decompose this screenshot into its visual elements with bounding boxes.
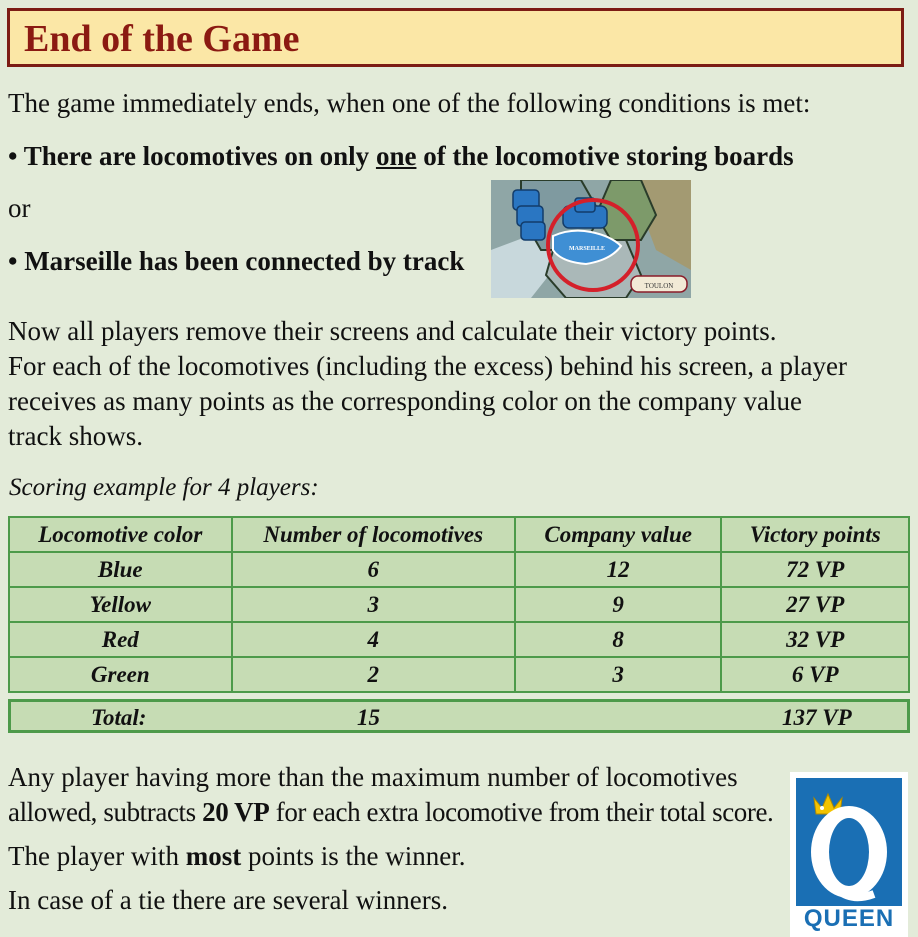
cell-color: Green — [9, 657, 232, 692]
tie-text: In case of a tie there are several winners. — [8, 885, 449, 915]
paragraph-line-1: Now all players remove their screens and calculate their victory points. — [8, 316, 777, 346]
condition-1-underlined: one — [375, 141, 417, 171]
condition-marseille: • Marseille has been connected by track — [8, 246, 465, 276]
scoring-caption: Scoring example for 4 players: — [9, 474, 319, 501]
table-row — [9, 552, 909, 587]
cell-color: Yellow — [9, 587, 232, 622]
or-text: or — [8, 193, 31, 223]
cell-vp: 72 VP — [721, 552, 909, 587]
map-city-label: MARSEILLE — [568, 246, 606, 252]
condition-1-pre: • There are locomotives on only — [8, 141, 376, 171]
title-banner — [7, 8, 904, 67]
winner-pre: The player with — [8, 841, 186, 871]
penalty-pre: allowed, subtracts — [8, 797, 203, 827]
cell-color: Blue — [9, 552, 232, 587]
cell-value: 12 — [515, 552, 722, 587]
logo-background — [796, 778, 902, 906]
cell-count: 6 — [232, 552, 515, 587]
cell-value: 9 — [515, 587, 722, 622]
header-locomotive-color: Locomotive color — [9, 517, 232, 552]
paragraph-line-3: receives as many points as the corresponding color on the company value — [8, 386, 803, 416]
cell-count: 3 — [232, 587, 515, 622]
intro-text: The game immediately ends, when one of the following conditions is met: — [8, 88, 811, 118]
paragraph-line-2: For each of the locomotives (including the excess) behind his screen, a player — [8, 351, 847, 381]
winner-post: points is the winner. — [241, 841, 466, 871]
queen-games-logo — [790, 772, 908, 937]
table-row — [9, 587, 909, 622]
total-row — [8, 699, 910, 733]
penalty-amount: 20 VP — [202, 797, 270, 827]
paragraph-line-4: track shows. — [8, 421, 143, 451]
table-row — [9, 622, 909, 657]
winner-text — [8, 839, 465, 874]
cell-vp: 6 VP — [721, 657, 909, 692]
scoring-table — [8, 516, 910, 693]
logo-word: QUEEN — [803, 905, 895, 932]
condition-1-post: of the locomotive storing boards — [416, 141, 794, 171]
cell-count: 4 — [232, 622, 515, 657]
table-row — [9, 657, 909, 692]
penalty-post: for each extra locomotive from their total score. — [269, 797, 774, 827]
table-header-row — [9, 517, 909, 552]
header-number-of-locomotives: Number of locomotives — [232, 517, 515, 552]
page-title: End of the Game — [24, 18, 300, 60]
total-label: Total: — [91, 705, 147, 730]
crown-q-icon — [796, 778, 902, 906]
total-count: 15 — [357, 705, 380, 730]
penalty-line-2 — [8, 795, 773, 830]
winner-bold: most — [185, 841, 242, 871]
cell-count: 2 — [232, 657, 515, 692]
total-vp: 137 VP — [782, 705, 852, 730]
header-company-value: Company value — [515, 517, 722, 552]
cell-value: 8 — [515, 622, 722, 657]
penalty-line-1: Any player having more than the maximum number of locomotives — [8, 762, 738, 792]
cell-vp: 32 VP — [721, 622, 909, 657]
cell-value: 3 — [515, 657, 722, 692]
map-neighbor-label: TOULON — [644, 282, 674, 290]
cell-color: Red — [9, 622, 232, 657]
cell-vp: 27 VP — [721, 587, 909, 622]
header-victory-points: Victory points — [721, 517, 909, 552]
marseille-map-image — [491, 180, 691, 298]
condition-locomotives — [8, 139, 794, 174]
